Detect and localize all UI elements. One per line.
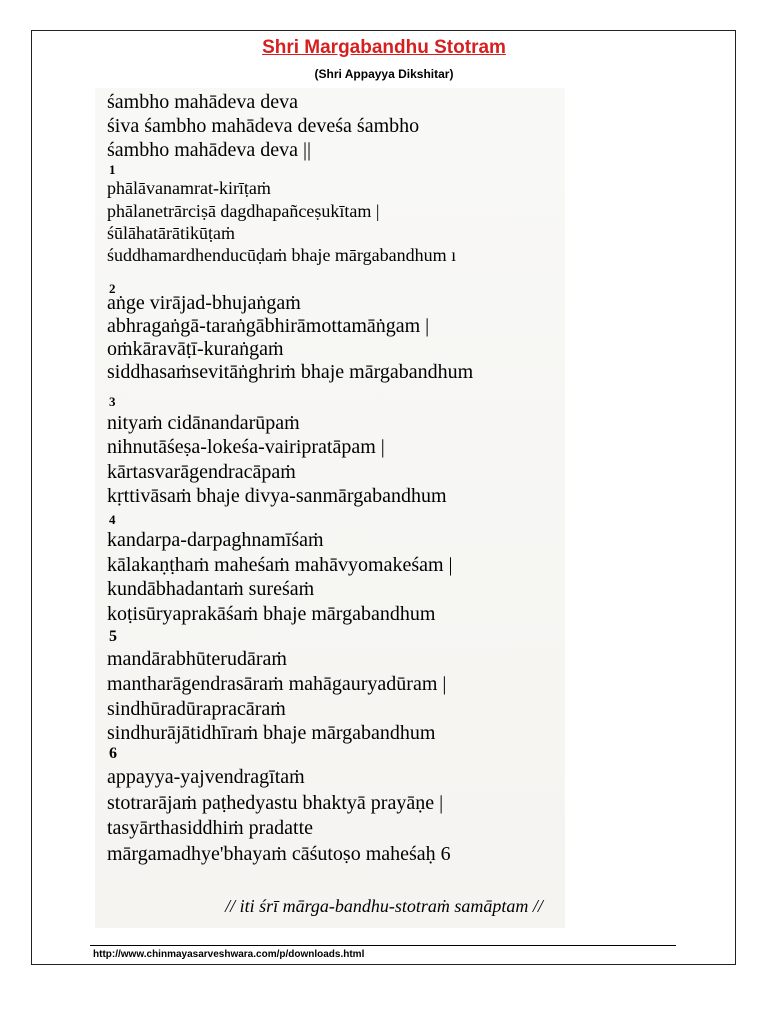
verse-number: 4 <box>109 512 116 527</box>
verse-line: oṁkāravāṭī-kuraṅgaṁ <box>107 338 284 360</box>
verse-line: nityaṁ cidānandarūpaṁ <box>107 412 300 434</box>
verse-line: mārgamadhye'bhayaṁ cāśutoṣo maheśaḥ 6 <box>107 843 451 865</box>
verse-line: mandārabhūterudāraṁ <box>107 648 287 670</box>
verse-line: koṭisūryaprakāśaṁ bhaje mārgabandhum <box>107 603 436 625</box>
verse-line: siddhasaṁsevitāṅghriṁ bhaje mārgabandhum <box>107 361 474 383</box>
refrain-line: śambho mahādeva deva <box>107 91 299 113</box>
verse-line: aṅge virājad-bhujaṅgaṁ <box>107 292 301 314</box>
document-title: Shri Margabandhu Stotram <box>262 37 506 58</box>
footer-divider <box>90 945 676 946</box>
verse-line: śūlāhatārātikūṭaṁ <box>107 223 235 243</box>
author-subtitle: (Shri Appayya Dikshitar) <box>314 67 454 81</box>
verse-line: abhragaṅgā-taraṅgābhirāmottamāṅgam | <box>107 315 430 337</box>
verse-line: stotrarājaṁ paṭhedyastu bhaktyā prayāṇe | <box>107 792 444 814</box>
verse-line: nihnutāśeṣa-lokeśa-vairipratāpam | <box>107 436 385 458</box>
verse-line: kundābhadantaṁ sureśaṁ <box>107 578 315 600</box>
verse-line: kandarpa-darpaghnamīśaṁ <box>107 529 324 551</box>
verse-number: 5 <box>109 628 117 645</box>
verse-line: kālakaṇṭhaṁ maheśaṁ mahāvyomakeśam | <box>107 554 453 576</box>
verse-line: kṛttivāsaṁ bhaje divya-sanmārgabandhum <box>107 485 447 507</box>
verse-line: kārtasvarāgendracāpaṁ <box>107 461 296 483</box>
verse-line: phālanetrārciṣā dagdhapañceṣukītam | <box>107 201 380 221</box>
verse-line: tasyārthasiddhiṁ pradatte <box>107 817 314 839</box>
refrain-line: śambho mahādeva deva || <box>107 139 312 161</box>
verse-line: sindhūradūrapracāraṁ <box>107 698 286 720</box>
verse-line: sindhurājātidhīraṁ bhaje mārgabandhum <box>107 722 436 744</box>
footer-url-link[interactable]: http://www.chinmayasarveshwara.com/p/downloads.html <box>93 949 365 960</box>
verse-line: mantharāgendrasāraṁ mahāgauryadūram | <box>107 673 447 695</box>
verse-line: phālāvanamrat-kirīṭaṁ <box>107 178 271 198</box>
verse-number: 1 <box>109 162 116 177</box>
verse-line: appayya-yajvendragītaṁ <box>107 766 305 788</box>
verse-number: 3 <box>109 394 116 409</box>
verse-number: 6 <box>109 745 117 762</box>
refrain-line: śiva śambho mahādeva deveśa śambho <box>107 115 420 137</box>
closing-line: // iti śrī mārga-bandhu-stotraṁ samāptam // <box>225 896 543 916</box>
verse-line: śuddhamardhenducūḍaṁ bhaje mārgabandhum ı <box>107 245 457 265</box>
verse-number: 2 <box>109 281 116 296</box>
